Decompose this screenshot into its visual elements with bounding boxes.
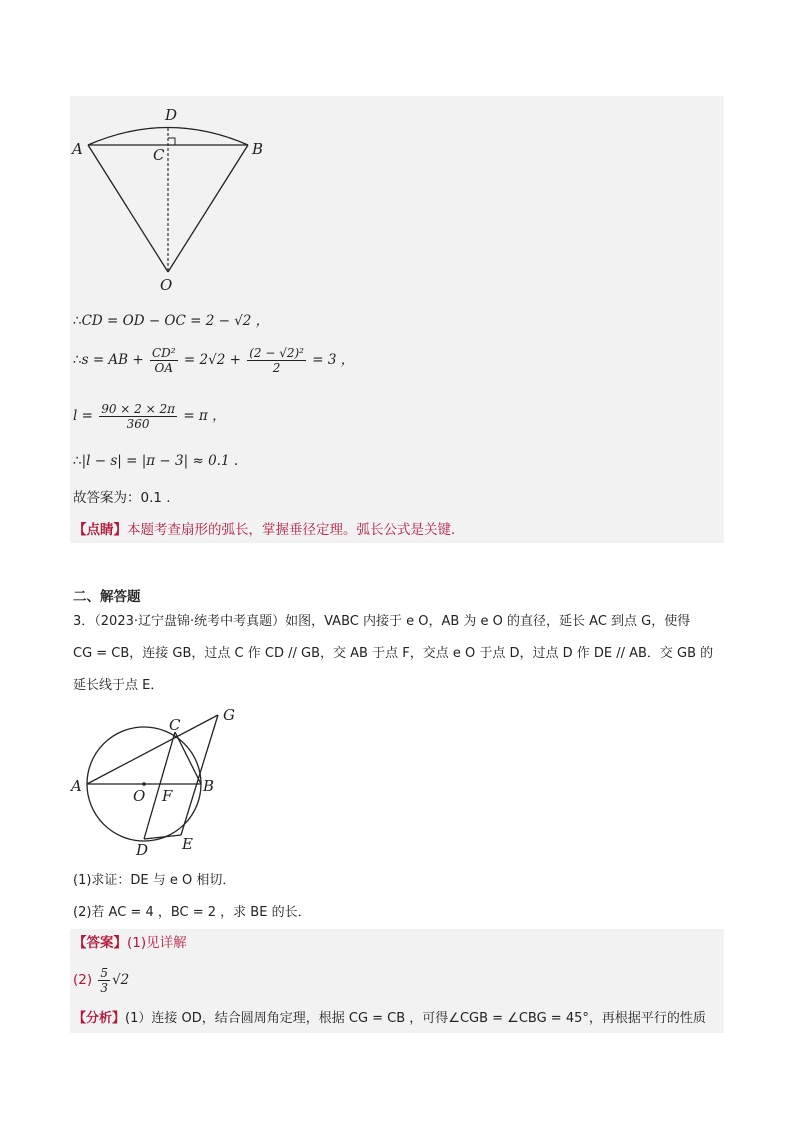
question-2: (2)若 AC = 4 ，BC = 2 ，求 BE 的长． <box>73 905 311 920</box>
label-o: O <box>133 787 146 805</box>
fraction-five-thirds <box>98 966 110 995</box>
right-angle-mark <box>168 138 175 145</box>
label-a: A <box>71 777 82 795</box>
radius-ob <box>168 145 248 272</box>
solution-line-3 <box>73 402 226 431</box>
numerator: 5 <box>100 966 109 980</box>
denominator: 2 <box>272 361 281 375</box>
cd-equation: CD = OD − OC = 2 − √2 ， <box>81 313 270 329</box>
answer-line-1 <box>73 934 187 952</box>
comment-line <box>73 521 465 539</box>
numerator: 90 × 2 × 2π <box>101 402 176 416</box>
sector-figure <box>60 100 290 300</box>
label-d: D <box>136 841 149 859</box>
label-b: B <box>252 140 264 158</box>
label-b: B <box>203 777 215 795</box>
comment-text: 本题考查扇形的弧长，掌握垂径定理。弧长公式是关键． <box>127 522 465 538</box>
line-ag <box>87 715 218 784</box>
therefore-symbol: ∴ <box>73 352 82 368</box>
analysis-tag: 【分析】 <box>73 1011 126 1026</box>
therefore-symbol: ∴ <box>73 313 82 329</box>
solution-line-2 <box>73 346 354 375</box>
denominator: 360 <box>126 417 150 431</box>
label-a: A <box>72 140 83 158</box>
fraction-arc-length <box>99 402 177 431</box>
radius-oa <box>88 145 168 272</box>
solution-line-1 <box>73 312 269 330</box>
line-cb <box>175 732 201 784</box>
label-d: D <box>165 106 178 124</box>
problem-line-2: CG = CB，连接 GB，过点 C 作 CD // GB，交 AB 于点 F，交点 e O 于点 D，过点 D 作 DE // AB．交 GB 的 <box>73 646 714 661</box>
section-title: 二、解答题 <box>73 589 141 605</box>
fraction-cd2-oa <box>150 346 178 375</box>
numerator: (2 − √2)² <box>249 346 304 360</box>
final-answer: 故答案为：0.1 . <box>73 490 171 506</box>
label-o: O <box>160 276 173 294</box>
line-cd <box>144 732 175 839</box>
center-point <box>142 782 146 786</box>
l-equation-left: l = <box>73 408 93 424</box>
line-gb <box>181 715 218 835</box>
circle-figure <box>60 700 260 865</box>
therefore-symbol: ∴ <box>73 453 82 469</box>
answer-line-2 <box>73 966 129 995</box>
l-equation-right: = π ， <box>183 408 226 424</box>
label-e: E <box>182 835 193 853</box>
label-c: C <box>169 716 181 734</box>
solution-line-4 <box>73 452 238 470</box>
question-1: (1)求证：DE 与 e O 相切． <box>73 873 236 888</box>
label-g: G <box>223 706 235 724</box>
s-equation-right: = 3 ， <box>312 352 355 368</box>
analysis-text: (1）连接 OD，结合圆周角定理，根据 CG = CB ，可得∠CGB = ∠CBG = 45°，再根据平行的性质 <box>125 1011 706 1026</box>
answer-part-1: (1)见详解 <box>127 935 187 951</box>
denominator: OA <box>154 361 174 375</box>
denominator: 3 <box>100 981 109 995</box>
numerator: CD² <box>152 346 176 360</box>
label-c: C <box>153 146 165 164</box>
answer-part-2-suffix: √2 <box>112 972 130 988</box>
difference-equation: |l − s| = |π − 3| ≈ 0.1 . <box>81 453 239 469</box>
label-f: F <box>162 787 173 805</box>
s-equation-mid: = 2√2 + <box>183 352 241 368</box>
answer-tag: 【答案】 <box>73 935 127 951</box>
s-equation-left: s = AB + <box>81 352 144 368</box>
fraction-square <box>247 346 306 375</box>
answer-part-2-prefix: (2) <box>73 972 93 988</box>
comment-tag: 【点睛】 <box>73 522 127 538</box>
problem-line-3: 延长线于点 E． <box>73 678 164 693</box>
analysis-line <box>73 1010 706 1028</box>
problem-line-1: 3．（2023·辽宁盘锦·统考中考真题）如图，VABC 内接于 e O，AB 为 e O 的直径，延长 AC 到点 G，使得 <box>73 614 691 629</box>
